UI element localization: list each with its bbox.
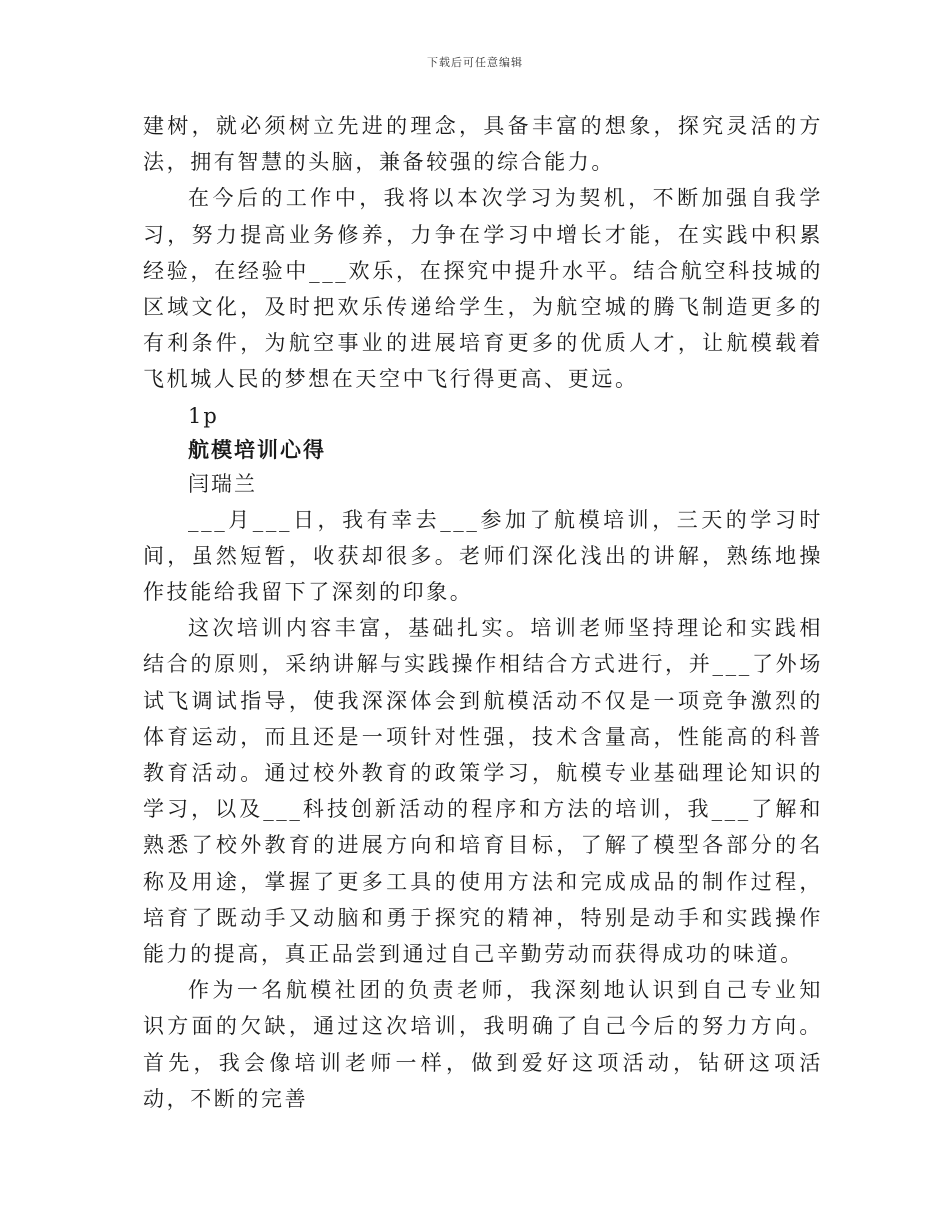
page-marker: 1p <box>188 403 219 428</box>
page-header: 下载后可任意编辑 <box>427 56 523 69</box>
author-name: 闫瑞兰 <box>188 471 257 496</box>
paragraph-training-intro: ___月___日，我有幸去___参加了航模培训，三天的学习时间，虽然短暂，收获却很多。老师们深化浅出的讲解，熟练地操作技能给我留下了深刻的印象。 <box>143 507 823 605</box>
section-title: 航模培训心得 <box>188 436 326 462</box>
document-body <box>143 108 823 1117</box>
paragraph-future-work: 在今后的工作中，我将以本次学习为契机，不断加强自我学习，努力提高业务修养，力争在学习中增长才能，在实践中积累经验，在经验中___欢乐，在探究中提升水平。结合航空科技城的区域文化，及时把欢乐传递给学生，为航空城的腾飞制造更多的有利条件，为航空事业的进展培育更多的优质人才，让航模载着飞机城人民的梦想在天空中飞行得更高、更远。 <box>143 186 823 392</box>
paragraph-reflection: 作为一名航模社团的负责老师，我深刻地认识到自己专业知识方面的欠缺，通过这次培训，我明确了自己今后的努力方向。首先，我会像培训老师一样，做到爱好这项活动，钻研这项活动，不断的完善 <box>143 978 823 1111</box>
paragraph-training-content: 这次培训内容丰富，基础扎实。培训老师坚持理论和实践相结合的原则，采纳讲解与实践操作相结合方式进行，并___了外场试飞调试指导，使我深深体会到航模活动不仅是一项竞争激烈的体育运动，而且还是一项针对性强，技术含量高，性能高的科普教育活动。通过校外教育的政策学习，航模专业基础理论知识的学习，以及___科技创新活动的程序和方法的培训，我___了解和熟悉了校外教育的进展方向和培育目标，了解了模型各部分的名称及用途，掌握了更多工具的使用方法和完成成品的制作过程，培育了既动手又动脑和勇于探究的精神，特别是动手和实践操作能力的提高，真正品尝到通过自己辛勤劳动而获得成功的味道。 <box>143 616 823 967</box>
paragraph-continuation: 建树，就必须树立先进的理念，具备丰富的想象，探究灵活的方法，拥有智慧的头脑，兼备较强的综合能力。 <box>143 114 823 175</box>
